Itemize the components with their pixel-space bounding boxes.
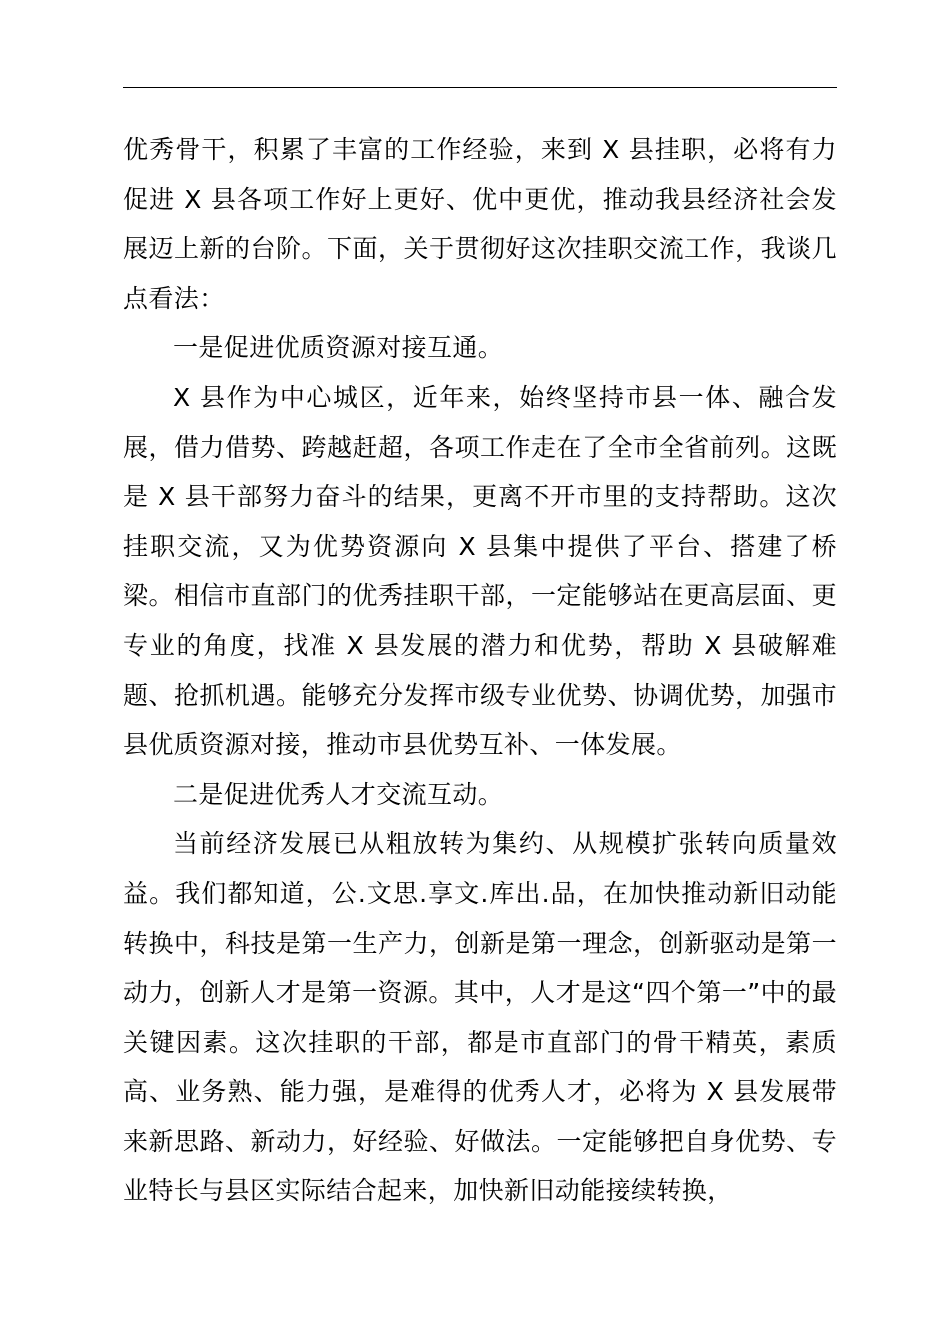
paragraph-talent: 当前经济发展已从粗放转为集约、从规模扩张转向质量效益。我们都知道，公.文思.享文.库出.品，在加快推动新旧动能转换中，科技是第一生产力，创新是第一理念，创新驱动是第一动力，创新人才是第一资源。其中，人才是这“四个第一”中的最关键因素。这次挂职的干部，都是市直部门的骨干精英，素质高、业务熟、能力强，是难得的优秀人才，必将为 X 县发展带来新思路、新动力，好经验、好做法。一定能够把自身优势、专业特长与县区实际结合起来，加快新旧动能接续转换， [123,829,837,1206]
section-heading-1: 一是促进优质资源对接互通。 [173,333,504,363]
header-rule [123,87,837,88]
paragraph-continuation: 优秀骨干，积累了丰富的工作经验，来到 X 县挂职，必将有力促进 X 县各项工作好上更好、优中更优，推动我县经济社会发展迈上新的台阶。下面，关于贯彻好这次挂职交流工作，我谈几点看法： [123,135,837,313]
paragraph-resources: X 县作为中心城区，近年来，始终坚持市县一体、融合发展，借力借势、跨越赶超，各项工作走在了全市全省前列。这既是 X 县干部努力奋斗的结果，更离不开市里的支持帮助。这次挂职交流，又为优势资源向 X 县集中提供了平台、搭建了桥梁。相信市直部门的优秀挂职干部，一定能够站在更高层面、更专业的角度，找准 X 县发展的潜力和优势，帮助 X 县破解难题、抢抓机遇。能够充分发挥市级专业优势、协调优势，加强市县优质资源对接，推动市县优势互补、一体发展。 [123,382,837,760]
document-body [123,125,837,1216]
section-heading-2: 二是促进优秀人才交流互动。 [173,779,504,809]
